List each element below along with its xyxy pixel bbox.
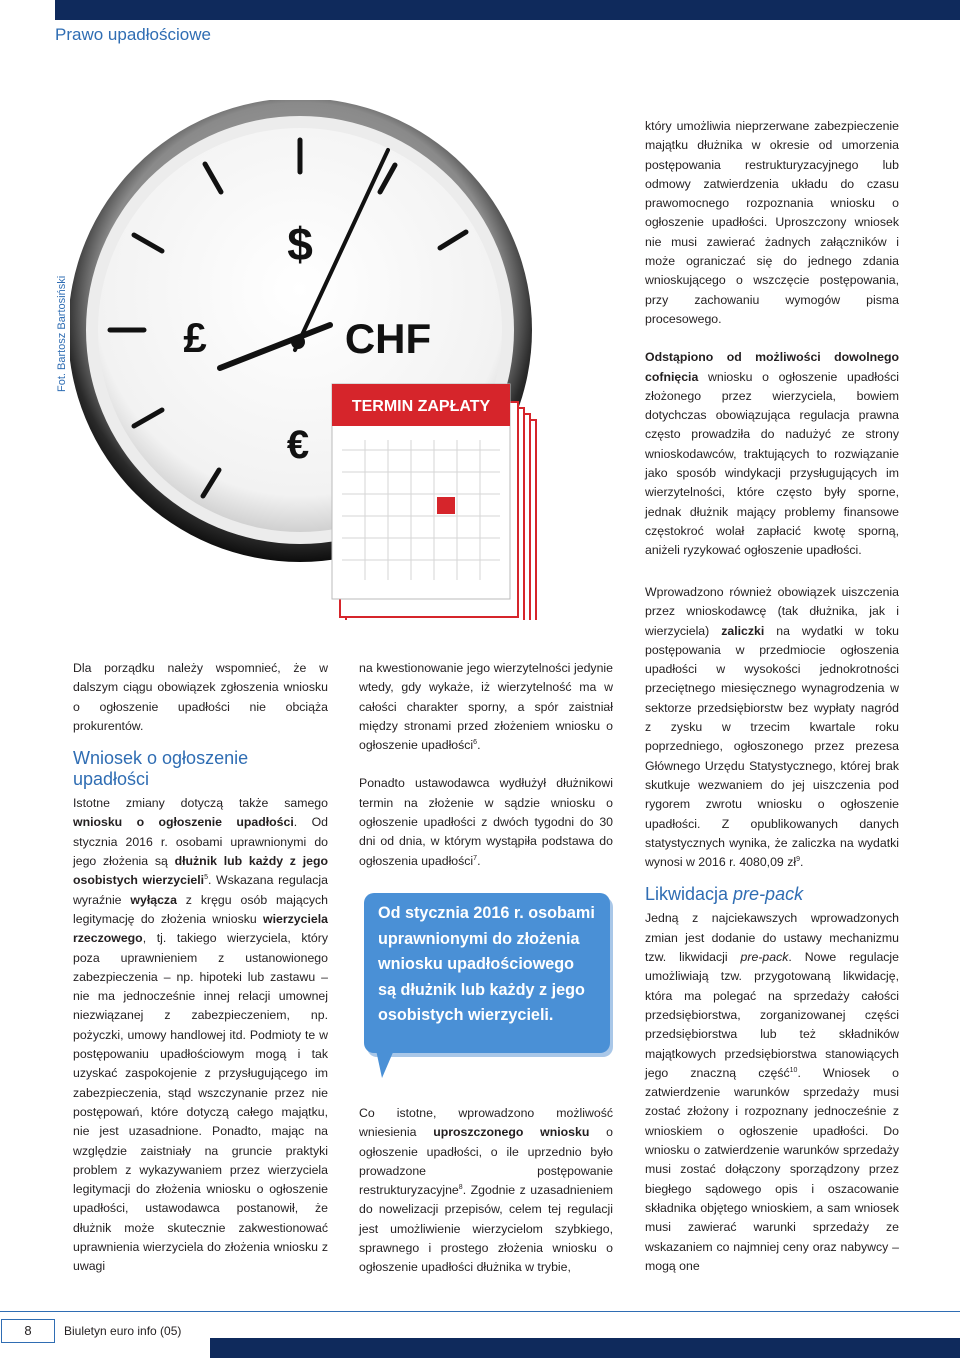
page-number: 8 bbox=[1, 1319, 55, 1343]
section-title: Prawo upadłościowe bbox=[55, 25, 211, 44]
bottom-bar bbox=[210, 1338, 960, 1358]
callout-box bbox=[364, 893, 610, 1053]
photo-credit: Fot. Bartosz Bartosiński bbox=[56, 275, 68, 392]
col3-paragraph-1: który umożliwia nieprzerwane zabezpieczenie majątku dłużnika w okresie od umorzenia postępowania restrukturyzacyjnego lub odmowy zatwierdzenia układu do czasu prawomocnego rozpoznania wniosku o ogłoszenie upadłości. Uproszczony wniosek nie musi zawierać żadnych załączników i może ograniczać się do jednego zdania wnioskującego o wszczęcie postępowania, przy zachowaniu wymogów pisma procesowego. bbox=[645, 119, 899, 326]
pound-symbol: £ bbox=[183, 314, 207, 361]
col2-paragraph-1: na kwestionowanie jego wierzytelności jedynie wtedy, gdy wykaże, iż wierzytelność ma w całości charakter sporny, a spór zaistniał między stronami przed złożeniem wniosku o ogłoszenie upadłości$^6$. bbox=[359, 661, 613, 753]
heading-likwidacja: Likwidacja pre-pack bbox=[645, 884, 804, 905]
calendar-label: TERMIN ZAPŁATY bbox=[351, 398, 491, 415]
col3-paragraph-3: Wprowadzono również obowiązek uiszczenia przez wnioskodawcę (tak dłużnika, jak i wierzyciela) zaliczki na wydatki w toku postępowania w przedmiocie ogłoszenia upadłości w wysokości jednokrotności przeciętnego miesięcznego wynagrodzenia w sektorze przedsiębiorstw bez wypłaty nagród z zysku w trzecim kwartale roku poprzedniego, ogłoszonego przez prezesa Głównego Urzędu Statystycznego, której brak skutkuje wezwaniem do jej uiszczenia pod rygorem zwrotu wniosku o ogłoszenie upadłości. Z opublikowanych danych statystycznych wynika, że zaliczka na wydatki wynosi w 2016 r. 4080,09 $zł^9$. bbox=[645, 585, 899, 870]
col1-paragraph-1: Dla porządku należy wspomnieć, że w dalszym ciągu obowiązek zgłoszenia wniosku o ogłoszenie upadłości nie obciąża prokurentów. bbox=[73, 661, 328, 733]
calendar-stack bbox=[332, 384, 536, 620]
chf-symbol: CHF bbox=[344, 315, 432, 362]
top-bar bbox=[55, 0, 960, 20]
column-2 bbox=[359, 659, 613, 871]
clock-calendar-illustration bbox=[70, 100, 560, 620]
callout-tail bbox=[376, 1050, 394, 1078]
col2-paragraph-2: Ponadto ustawodawca wydłużył dłużnikowi termin na złożenie w sądzie wniosku o ogłoszenie upadłości z dwóch tygodni do 30 dni od dnia, w którym wystąpiła podstawa do ogłoszenia upadłości$^7$. bbox=[359, 776, 613, 868]
column-2-lower bbox=[359, 1104, 613, 1278]
col2-paragraph-3: Co istotne, wprowadzono możliwość wniesienia uproszczonego wniosku o ogłoszenie upadłości, o ile uprzednio było prowadzone postępowanie restrukturyzacyjne$^8$. Zgodnie z uzasadnieniem do nowelizacji przepisów, celem tej regulacji jest umożliwienie wierzycielom szybkiego, sprawnego i prostego złożenia wniosku o ogłoszenie upadłości dłużnika w trybie, bbox=[359, 1106, 613, 1275]
calendar-highlight-day bbox=[437, 497, 455, 514]
col3-paragraph-2: Odstąpiono od możliwości dowolnego cofnięcia wniosku o ogłoszenie upadłości złożonego przez wierzyciela, bowiem dotychczas obowiązująca regulacja prawna często prowadziła do nadużyć ze strony wnioskodawców, traktujących to rozwiązanie jako sposób windykacji przysługujących im wierzytelności, które często były sporne, jednak dłużnik mający problemy finansowe częstokroć wolał zapłacić kwotę sporną, aniżeli ryzykować ogłoszenie upadłości. bbox=[645, 350, 899, 558]
heading-wniosek: Wniosek o ogłoszenie upadłości bbox=[73, 748, 249, 790]
column-1 bbox=[73, 659, 328, 1277]
euro-symbol: € bbox=[286, 423, 310, 467]
publication-name: Biuletyn euro info (05) bbox=[64, 1324, 182, 1338]
column-3-upper bbox=[645, 117, 899, 561]
footer-rule bbox=[0, 1311, 960, 1312]
col3-paragraph-4: Jedną z najciekawszych wprowadzonych zmian jest dodanie do ustawy mechanizmu tzw. likwidacji pre-pack. Nowe regulacje umożliwiają tzw. przygotowaną likwidację, która ma polegać na sprzedaży całości przedsiębiorstwa, zorganizowanej części przedsiębiorstwa lub też składników majątkowych przedsiębiorstwa stanowiących jego znaczną część$^{10}$. Wniosek o zatwierdzenie warunków sprzedaży musi zostać złożony i rozpoznany jednocześnie z wnioskiem o ogłoszenie upadłości. Do wniosku o zatwierdzenie warunków sprzedaży musi zostać dołączony sporządzony przez biegłego sądowego opis i oszacowanie składnika objętego wnioskiem, a sam wniosek musi zawierać warunki sprzedaży ze wskazaniem co najmniej ceny oraz nabywcy – mogą one bbox=[645, 911, 899, 1273]
calendar-front bbox=[332, 384, 510, 599]
dollar-symbol: $ bbox=[287, 218, 313, 270]
column-3-lower bbox=[645, 583, 899, 1276]
col1-paragraph-2: Istotne zmiany dotyczą także samego wniosku o ogłoszenie upadłości. Od stycznia 2016 r. osobami uprawnionymi do jego złożenia są dłużnik lub każdy z jego osobistych wierzycieli$^5$. Wskazana regulacja wyraźnie wyłącza z kręgu osób mających legitymację do złożenia wniosku wierzyciela rzeczowego, tj. takiego wierzyciela, który poza uprawnieniem z ustanowionego zabezpieczenia – np. hipoteki lub zastawu – nie ma jednocześnie innej relacji umownej niezwiązanej z zabezpieczeniem, np. pożyczki, umowy handlowej itd. Podmioty te w postępowaniu upadłościowym mogą i tak uzyskać zaspokojenie z przysługującego im zabezpieczenia, stąd wszczynanie przez nie postępowań, które dotyczą całego majątku, nie jest uzasadnione. Ponadto, mając na względzie zaistniały na gruncie praktyki problem z wykazywaniem przez wierzyciela legitymacji do złożenia wniosku o ogłoszenie upadłości, ustawodawca postanowił, że dłużnik może skutecznie zakwestionować uprawnienia wierzyciela do złożenia wniosku z uwagi bbox=[73, 796, 328, 1274]
callout-text: Od stycznia 2016 r. osobami uprawnionymi do złożenia wniosku upadłościowego są dłużnik lub każdy z jego osobistych wierzycieli. bbox=[378, 904, 595, 1025]
